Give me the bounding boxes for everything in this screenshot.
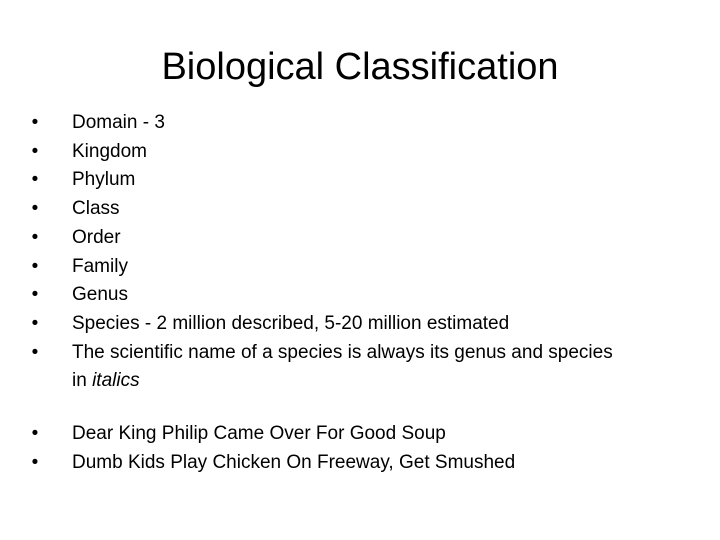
- bullet-icon: •: [31, 341, 39, 363]
- mnemonic-list: [0, 420, 632, 477]
- list-item-order: [0, 224, 632, 253]
- list-item-text: Species - 2 million described, 5-20 million estimated: [72, 312, 510, 334]
- list-item-text: Dear King Philip Came Over For Good Soup: [72, 423, 446, 444]
- list-item-text: Class: [72, 198, 120, 220]
- slide-title: Biological Classification: [161, 46, 559, 88]
- list-item-mnemonic-1: [0, 420, 632, 449]
- bullet-icon: •: [31, 226, 39, 248]
- list-item-family: [0, 253, 632, 282]
- classification-list: [0, 109, 632, 396]
- list-item-phylum: [0, 166, 632, 195]
- list-item-scientific-name: [0, 339, 632, 396]
- bullet-icon: •: [31, 112, 39, 133]
- list-item-text: Order: [72, 226, 121, 248]
- list-item-text: Phylum: [72, 169, 136, 191]
- bullet-icon: •: [31, 284, 39, 306]
- list-item-text: Family: [72, 255, 128, 277]
- list-item-text: Dumb Kids Play Chicken On Freeway, Get Smushed: [72, 451, 516, 473]
- list-item-text: Genus: [72, 284, 128, 306]
- list-item-class: [0, 195, 632, 224]
- list-item-text: Domain - 3: [72, 112, 165, 133]
- bullet-icon: •: [31, 312, 39, 334]
- list-item-mnemonic-2: [0, 449, 632, 478]
- list-item-kingdom: [0, 138, 632, 167]
- list-item-domain: [0, 109, 632, 138]
- list-item-text: Kingdom: [72, 140, 147, 162]
- bullet-icon: •: [31, 169, 39, 191]
- list-item-species: [0, 310, 632, 339]
- list-item-genus: [0, 281, 632, 310]
- bullet-icon: •: [31, 423, 39, 444]
- bullet-icon: •: [31, 255, 39, 277]
- bullet-icon: •: [31, 140, 39, 162]
- italic-text: italics: [92, 370, 140, 392]
- list-item-text: The scientific name of a species is always its genus and species in: [72, 341, 613, 392]
- bullet-icon: •: [31, 451, 39, 473]
- bullet-icon: •: [31, 198, 39, 220]
